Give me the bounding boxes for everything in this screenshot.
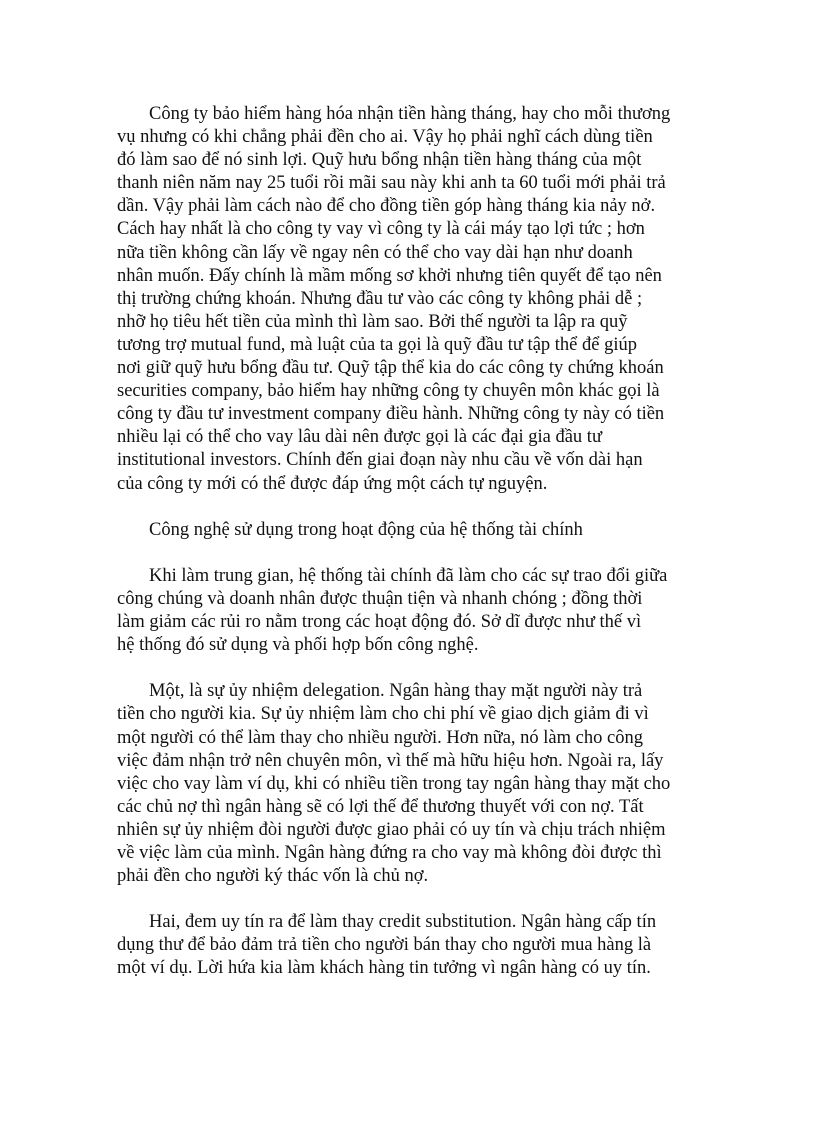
paragraph-spacer bbox=[117, 888, 703, 911]
paragraph-spacer bbox=[117, 496, 703, 519]
text-line: tương trợ mutual fund, mà luật của ta gọi là quỹ đầu tư tập thể để giúp bbox=[117, 334, 637, 355]
text-line: đó làm sao để nó sinh lợi. Quỹ hưu bổng nhận tiền hàng tháng của một bbox=[117, 150, 642, 171]
text-line: nhiên sự ủy nhiệm đòi người được giao phải có uy tín và chịu trách nhiệm bbox=[117, 819, 666, 840]
text-line: Hai, đem uy tín ra để làm thay credit substitution. Ngân hàng cấp tín bbox=[149, 912, 657, 933]
text-line: một người có thể làm thay cho nhiều người. Hơn nữa, nó làm cho công bbox=[117, 727, 643, 748]
text-line: của công ty mới có thể được đáp ứng một cách tự nguyện. bbox=[117, 473, 548, 494]
text-line: vụ nhưng có khi chẳng phải đền cho ai. Vậy họ phải nghĩ cách dùng tiền bbox=[117, 127, 653, 148]
text-line: hệ thống đó sử dụng và phối hợp bốn công nghệ. bbox=[117, 635, 479, 656]
text-line: công ty đầu tư investment company điều hành. Những công ty này có tiền bbox=[117, 404, 665, 425]
text-line: dần. Vậy phải làm cách nào để cho đồng tiền góp hàng tháng kia nảy nở. bbox=[117, 196, 656, 217]
text-line: nữa tiền không cần lấy về ngay nên có thể cho vay dài hạn như doanh bbox=[117, 242, 633, 263]
text-line: làm giảm các rủi ro nằm trong các hoạt động đó. Sở dĩ được như thế vì bbox=[117, 612, 642, 633]
text-line: các chủ nợ thì ngân hàng sẽ có lợi thế để thương thuyết với con nợ. Tất bbox=[117, 796, 644, 817]
heading-text: Công nghệ sử dụng trong hoạt động của hệ thống tài chính bbox=[149, 519, 583, 540]
text-line: nơi giữ quỹ hưu bổng đầu tư. Quỹ tập thể kia do các công ty chứng khoán bbox=[117, 358, 664, 379]
text-line: tiền cho người kia. Sự ủy nhiệm làm cho chi phí về giao dịch giảm đi vì bbox=[117, 704, 649, 725]
text-line: Công ty bảo hiểm hàng hóa nhận tiền hàng tháng, hay cho mỗi thương bbox=[149, 104, 671, 124]
text-line: một ví dụ. Lời hứa kia làm khách hàng tin tưởng vì ngân hàng có uy tín. bbox=[117, 958, 651, 979]
text-line: dụng thư để bảo đảm trả tiền cho người bán thay cho người mua hàng là bbox=[117, 935, 652, 956]
section-heading bbox=[117, 519, 703, 542]
text-line: securities company, bảo hiểm hay những công ty chuyên môn khác gọi là bbox=[117, 381, 660, 402]
paragraph-intermediary bbox=[117, 565, 703, 657]
paragraph-spacer bbox=[117, 657, 703, 680]
text-line: công chúng và doanh nhân được thuận tiện và nhanh chóng ; đồng thời bbox=[117, 588, 643, 609]
text-line: nhiều lại có thể cho vay lâu dài nên được gọi là các đại gia đầu tư bbox=[117, 427, 602, 448]
paragraph-delegation bbox=[117, 680, 703, 888]
paragraph-credit-substitution bbox=[117, 911, 703, 980]
paragraph-insurance-funds bbox=[117, 103, 703, 496]
paragraph-spacer bbox=[117, 542, 703, 565]
text-line: về việc làm của mình. Ngân hàng đứng ra cho vay mà không đòi được thì bbox=[117, 843, 662, 863]
text-line: Một, là sự ủy nhiệm delegation. Ngân hàng thay mặt người này trả bbox=[149, 681, 643, 702]
text-line: thanh niên năm nay 25 tuổi rồi mãi sau này khi anh ta 60 tuổi mới phải trả bbox=[117, 173, 666, 194]
text-line: nhân muốn. Đấy chính là mầm mống sơ khởi nhưng tiên quyết để tạo nên bbox=[117, 265, 662, 286]
text-line: Cách hay nhất là cho công ty vay vì công ty là cái máy tạo lợi tức ; hơn bbox=[117, 219, 645, 240]
text-line: Khi làm trung gian, hệ thống tài chính đã làm cho các sự trao đổi giữa bbox=[149, 565, 668, 586]
text-line: việc đảm nhận trở nên chuyên môn, vì thế mà hữu hiệu hơn. Ngoài ra, lấy bbox=[117, 750, 664, 771]
text-line: phải đền cho người ký thác vốn là chủ nợ. bbox=[117, 866, 429, 887]
text-line: thị trường chứng khoán. Nhưng đầu tư vào các công ty không phải dễ ; bbox=[117, 288, 643, 309]
text-line: institutional investors. Chính đến giai đoạn này nhu cầu về vốn dài hạn bbox=[117, 450, 643, 471]
text-line: nhỡ họ tiêu hết tiền của mình thì làm sao. Bởi thế người ta lập ra quỹ bbox=[117, 311, 628, 332]
document-page bbox=[117, 103, 703, 981]
text-line: việc cho vay làm ví dụ, khi có nhiều tiền trong tay ngân hàng thay mặt cho bbox=[117, 773, 671, 794]
